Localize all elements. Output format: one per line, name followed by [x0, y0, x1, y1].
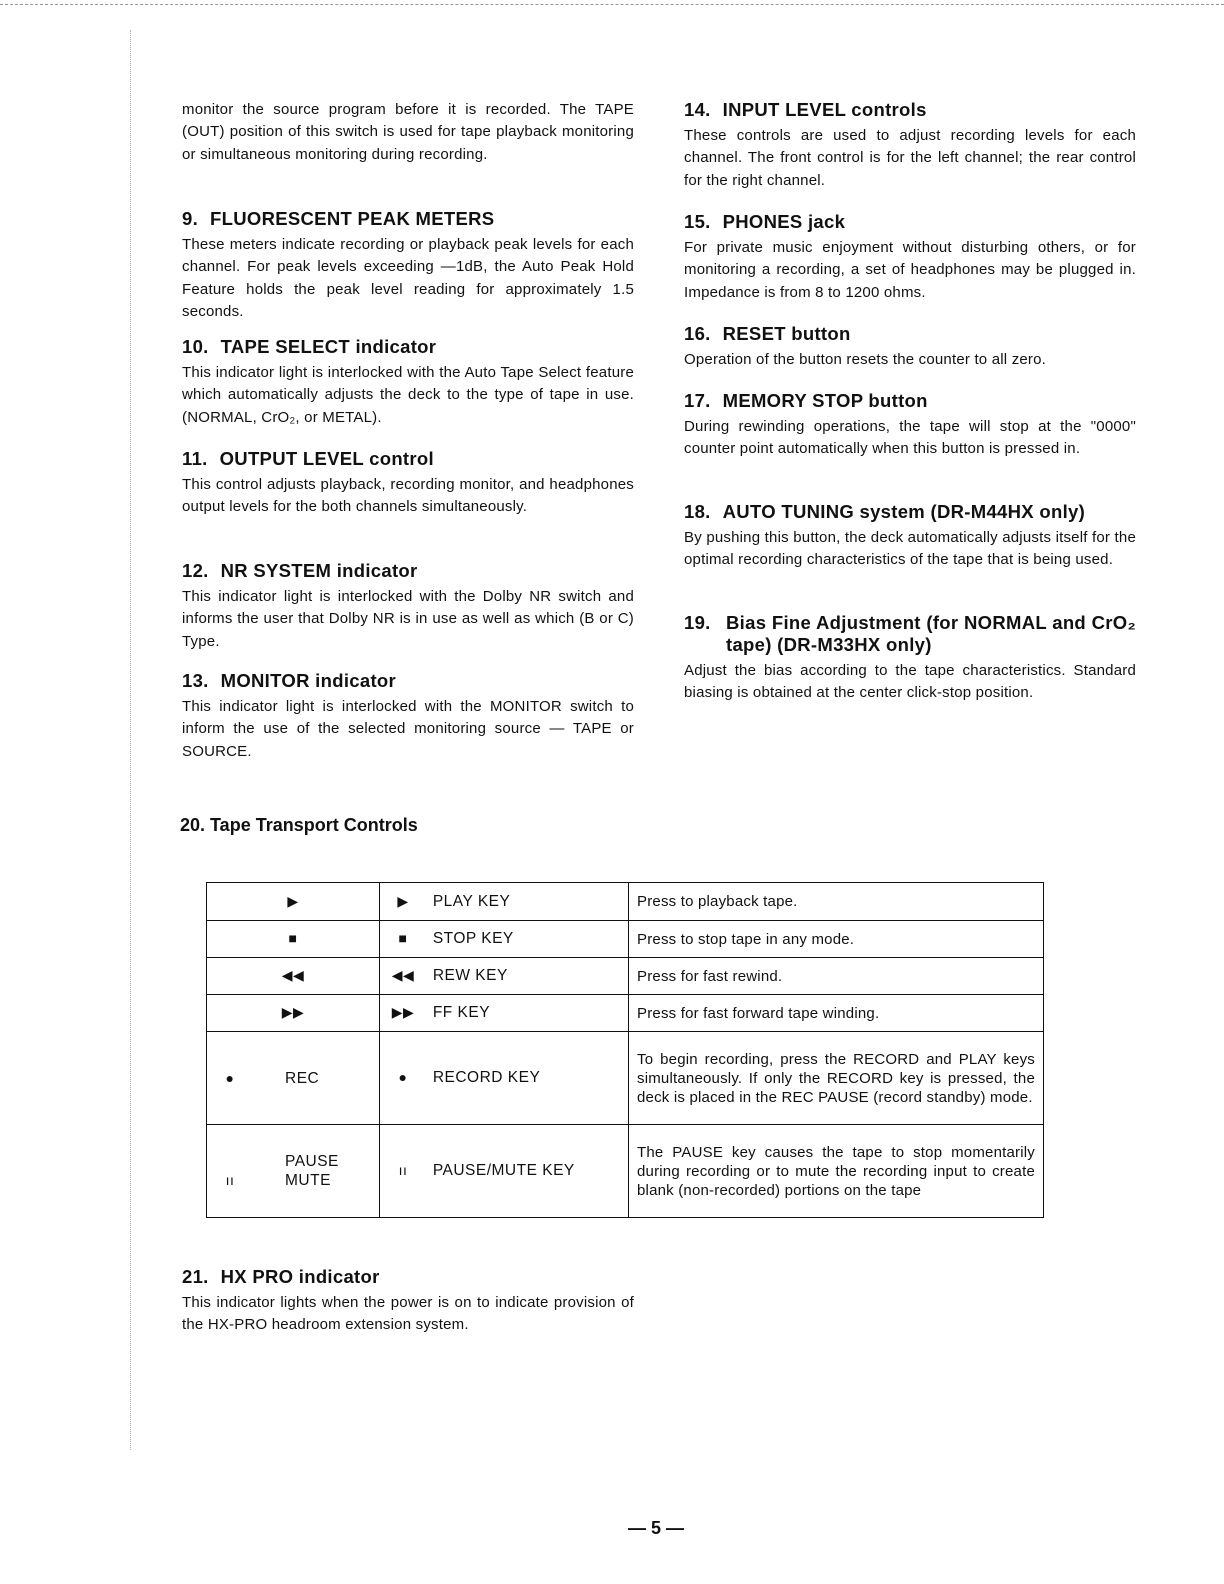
key-icon: ■: [398, 930, 408, 946]
symbol-label: REC: [285, 1069, 320, 1087]
key-name: REW KEY: [432, 967, 508, 984]
description-cell: To begin recording, press the RECORD and PLAY keys simultaneously. If only the RECORD key is pressed, the deck is placed in the REC PAUSE (record standby) mode.: [629, 1032, 1044, 1125]
table-row: [207, 883, 1044, 921]
description-cell: The PAUSE key causes the tape to stop momentarily during recording or to mute the recording input to create blank (non-recorded) portions on the tape: [629, 1125, 1044, 1218]
table-row: [207, 1125, 1044, 1218]
intro-paragraph: monitor the source program before it is recorded. The TAPE (OUT) position of this switch is used for tape playback monitoring or simultaneous monitoring during recording.: [182, 101, 634, 163]
section-21: 21. HX PRO indicator This indicator lights when the power is on to indicate provision of the HX-PRO headroom extension system.: [182, 1266, 634, 1334]
key-cell: [380, 883, 629, 921]
section-heading: [684, 612, 1136, 656]
section-9: 9. FLUORESCENT PEAK METERS These meters indicate recording or playback peak levels for each channel. For peak levels exceeding —1dB, the Auto Peak Hold Feature holds the peak level reading for approximately 1.5 seconds.: [182, 208, 634, 320]
section-title: Bias Fine Adjustment (for NORMAL and CrO₂ tape) (DR-M33HX only): [726, 612, 1136, 655]
section-heading: 14. INPUT LEVEL controls: [684, 99, 927, 120]
section-20-title: 20. Tape Transport Controls: [180, 815, 418, 835]
transport-symbol-icon: ıı: [225, 1172, 235, 1188]
transport-symbol-icon: ●: [225, 1069, 235, 1086]
section-10: 10. TAPE SELECT indicator This indicator light is interlocked with the Auto Tape Select feature which automatically adjusts the deck to the type of tape in use. (NORMAL, CrO₂, or METAL).: [182, 336, 634, 426]
key-cell: [380, 958, 629, 995]
description-cell: Press for fast rewind.: [629, 958, 1044, 995]
key-cell: [380, 921, 629, 958]
section-16: 16. RESET button Operation of the button resets the counter to all zero.: [684, 323, 1136, 371]
transport-symbol-icon: ▶▶: [281, 1004, 305, 1020]
section-heading: 18. AUTO TUNING system (DR-M44HX only): [684, 501, 1086, 522]
section-heading: 16. RESET button: [684, 323, 851, 344]
section-heading: 11. OUTPUT LEVEL control: [182, 448, 434, 469]
binding-margin: [130, 30, 131, 1450]
key-cell: [380, 995, 629, 1032]
table-row: [207, 958, 1044, 995]
key-icon: ◀◀: [391, 967, 415, 983]
key-icon: ▶: [397, 892, 409, 909]
key-name: PAUSE/MUTE KEY: [432, 1162, 575, 1179]
symbol-cell: [207, 995, 380, 1032]
section-heading: 21. HX PRO indicator: [182, 1266, 380, 1287]
transport-symbol-icon: ▶: [287, 892, 299, 909]
key-icon: ●: [398, 1069, 408, 1085]
symbol-cell: [207, 1032, 380, 1125]
section-11: 11. OUTPUT LEVEL control This control adjusts playback, recording monitor, and headphones output levels for the both channels simultaneously.: [182, 448, 634, 516]
description-cell: Press to playback tape.: [629, 883, 1044, 921]
key-name: STOP KEY: [432, 930, 514, 947]
symbol-label: PAUSE MUTE: [285, 1153, 339, 1189]
section-number: 19.: [684, 612, 711, 633]
section-13: 13. MONITOR indicator This indicator light is interlocked with the MONITOR switch to inform the use of the selected monitoring source — TAPE or SOURCE.: [182, 670, 634, 760]
key-name: FF KEY: [432, 1004, 491, 1021]
section-heading: 17. MEMORY STOP button: [684, 390, 928, 411]
section-19: 19. Bias Fine Adjustment (for NORMAL and CrO₂ tape) (DR-M33HX only) Adjust the bias according to the tape characteristics. Standard biasing is obtained at the center click-stop position.: [684, 612, 1136, 702]
description-cell: Press for fast forward tape winding.: [629, 995, 1044, 1032]
section-heading: 10. TAPE SELECT indicator: [182, 336, 437, 357]
transport-symbol-icon: ■: [288, 930, 298, 946]
key-icon: ıı: [398, 1162, 408, 1178]
symbol-cell: [207, 921, 380, 958]
page-number: — 5 —: [628, 1518, 685, 1538]
section-18: 18. AUTO TUNING system (DR-M44HX only) By pushing this button, the deck automatically adjusts itself for the optimal recording characteristics of the tape that is being used.: [684, 501, 1136, 569]
section-heading: 13. MONITOR indicator: [182, 670, 397, 691]
transport-symbol-icon: ◀◀: [281, 967, 305, 983]
section-heading: 12. NR SYSTEM indicator: [182, 560, 418, 581]
description-cell: Press to stop tape in any mode.: [629, 921, 1044, 958]
section-heading: 15. PHONES jack: [684, 211, 846, 232]
key-icon: ▶▶: [391, 1004, 415, 1020]
section-15: 15. PHONES jack For private music enjoyment without disturbing others, or for monitoring a recording, a set of headphones may be plugged in. Impedance is from 8 to 1200 ohms.: [684, 211, 1136, 301]
table-row: [207, 1032, 1044, 1125]
key-name: RECORD KEY: [432, 1069, 541, 1086]
table-row: [207, 995, 1044, 1032]
section-12: 12. NR SYSTEM indicator This indicator light is interlocked with the Dolby NR switch and informs the user that Dolby NR is in use as well as which (B or C) Type.: [182, 560, 634, 650]
scan-edge: [0, 4, 1224, 5]
symbol-cell: [207, 958, 380, 995]
table-row: [207, 921, 1044, 958]
symbol-cell: [207, 883, 380, 921]
key-cell: [380, 1125, 629, 1218]
section-heading: 9. FLUORESCENT PEAK METERS: [182, 208, 495, 229]
key-cell: [380, 1032, 629, 1125]
transport-controls-table: [206, 882, 1044, 1218]
symbol-cell: [207, 1125, 380, 1218]
key-name: PLAY KEY: [432, 892, 511, 910]
section-14: 14. INPUT LEVEL controls These controls are used to adjust recording levels for each channel. The front control is for the left channel; the rear control for the right channel.: [684, 99, 1136, 189]
section-17: 17. MEMORY STOP button During rewinding operations, the tape will stop at the "0000" counter point automatically when this button is pressed in.: [684, 390, 1136, 458]
